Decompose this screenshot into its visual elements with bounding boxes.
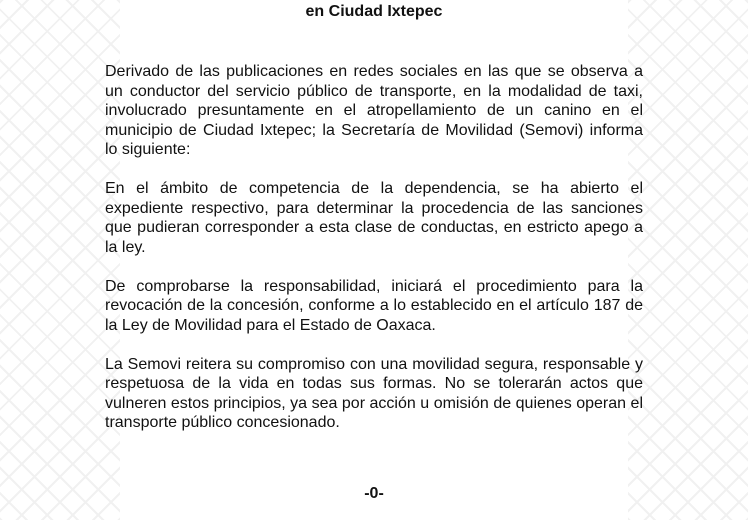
paragraph: De comprobarse la responsabilidad, iniciará el procedimiento para la revocación de la concesión, conforme a lo establecido en el artículo 187 de la Ley de Movilidad para el Estado de Oaxaca.: [105, 277, 643, 334]
paragraph: La Semovi reitera su compromiso con una movilidad segura, responsable y respetuosa de la vida en todas sus formas. No se tolerarán actos que vulneren estos principios, ya sea por acción u omisión de quienes operan el transporte público concesionado.: [105, 355, 643, 431]
paragraph: En el ámbito de competencia de la dependencia, se ha abierto el expediente respectivo, para determinar la procedencia de las sanciones que pudieran corresponder a esta clase de conductas, en estricto apego a la ley.: [105, 180, 643, 256]
background-pattern-right: [628, 0, 748, 520]
document-title: en Ciudad Ixtepec: [305, 3, 443, 20]
document-body: [105, 62, 643, 452]
end-mark: -0-: [364, 485, 384, 502]
paragraph: Derivado de las publicaciones en redes sociales en las que se observa a un conductor del servicio público de transporte, en la modalidad de taxi, involucrado presuntamente en el atropellamiento de un canino en el municipio de Ciudad Ixtepec; la Secretaría de Movilidad (Semovi) informa lo siguiente:: [105, 63, 643, 158]
background-pattern-left: [0, 0, 120, 520]
